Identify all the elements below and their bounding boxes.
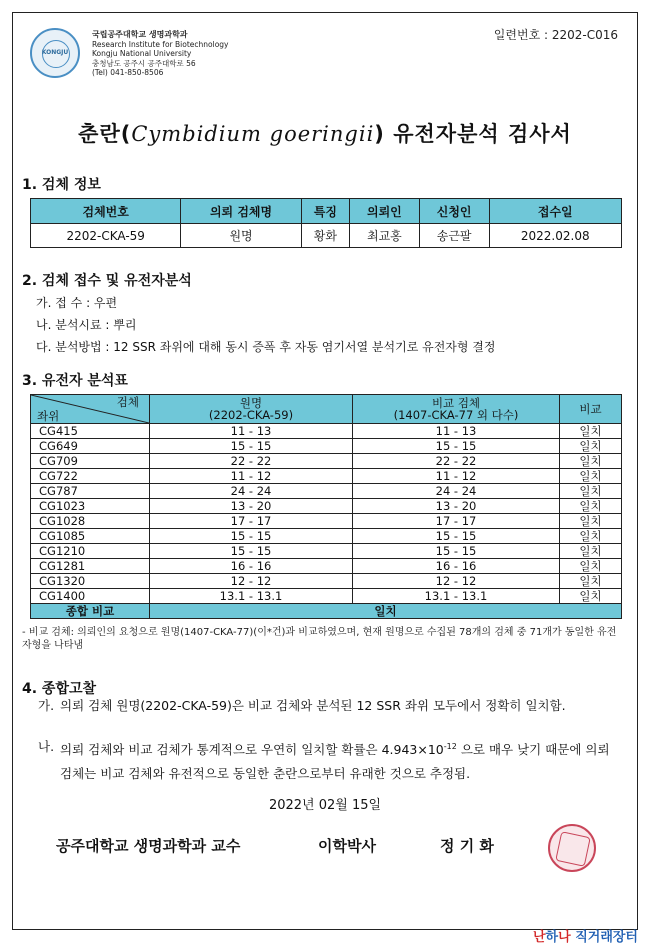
locus-cell: CG709 bbox=[31, 454, 150, 469]
section4-heading: 4. 종합고찰 bbox=[22, 681, 97, 697]
title-prefix: 춘란( bbox=[78, 122, 132, 146]
sample-genotype-cell: 17 - 17 bbox=[150, 514, 353, 529]
title-suffix: ) 유전자분석 검사서 bbox=[374, 122, 572, 146]
info-line bbox=[36, 294, 117, 311]
document-title bbox=[0, 118, 650, 148]
table-row bbox=[31, 454, 622, 469]
watermark-part: 하 bbox=[545, 930, 559, 945]
reference-genotype-cell: 12 - 12 bbox=[353, 574, 560, 589]
column-header-compare: 비교 bbox=[560, 395, 622, 424]
signature-title: 이학박사 bbox=[318, 837, 376, 855]
table-row bbox=[31, 529, 622, 544]
table-cell: 송근팔 bbox=[419, 224, 489, 248]
section2-heading: 2. 검체 접수 및 유전자분석 bbox=[22, 273, 192, 289]
header-line: 비교 검체 bbox=[431, 396, 481, 410]
table-row bbox=[31, 544, 622, 559]
compare-cell: 일치 bbox=[560, 439, 622, 454]
reference-genotype-cell: 15 - 15 bbox=[353, 439, 560, 454]
institution-address: 충청남도 공주시 공주대학로 56 bbox=[92, 58, 196, 68]
column-header: 의뢰 검체명 bbox=[181, 199, 301, 224]
column-header: 검체번호 bbox=[31, 199, 181, 224]
sample-genotype-cell: 12 - 12 bbox=[150, 574, 353, 589]
table-note: - 비교 검체: 의뢰인의 요청으로 원명(1407-CKA-77)(이*건)과 비교하였으며, 현재 원명으로 수집된 78개의 검체 중 71개가 동일한 유전자형을 나타냄 bbox=[22, 627, 617, 651]
table-row bbox=[31, 559, 622, 574]
compare-cell: 일치 bbox=[560, 514, 622, 529]
sample-genotype-cell: 11 - 12 bbox=[150, 469, 353, 484]
table-header-row bbox=[31, 395, 622, 424]
header-line: (1407-CKA-77 외 다수) bbox=[393, 408, 519, 422]
compare-cell: 일치 bbox=[560, 544, 622, 559]
institution-name-en: Research Institute for Biotechnology bbox=[92, 39, 229, 49]
conclusion-key: 나. bbox=[38, 739, 55, 754]
institution-name-kr: 국립공주대학교 생명과학과 bbox=[92, 30, 188, 39]
compare-cell: 일치 bbox=[560, 529, 622, 544]
reference-genotype-cell: 24 - 24 bbox=[353, 484, 560, 499]
compare-cell: 일치 bbox=[560, 469, 622, 484]
locus-cell: CG1210 bbox=[31, 544, 150, 559]
conclusion-text bbox=[60, 735, 624, 786]
compare-cell: 일치 bbox=[560, 499, 622, 514]
locus-cell: CG1023 bbox=[31, 499, 150, 514]
info-line bbox=[36, 338, 495, 355]
table-row bbox=[31, 589, 622, 604]
watermark-part: 난 bbox=[532, 930, 546, 945]
locus-cell: CG649 bbox=[31, 439, 150, 454]
summary-label: 종합 비교 bbox=[31, 604, 150, 619]
info-value: : 우편 bbox=[86, 296, 118, 310]
column-header: 특징 bbox=[301, 199, 349, 224]
info-key: 다. 분석방법 bbox=[36, 340, 102, 354]
info-key: 나. 분석시료 bbox=[36, 318, 102, 332]
locus-cell: CG1400 bbox=[31, 589, 150, 604]
table-row bbox=[31, 439, 622, 454]
table-row bbox=[31, 424, 622, 439]
official-seal bbox=[548, 824, 596, 872]
conclusion-text-part: 의뢰 검체와 비교 검체가 통계적으로 우연히 일치할 확률은 4.943×10 bbox=[60, 742, 444, 758]
column-header-reference bbox=[353, 395, 560, 424]
signature-name: 정 기 화 bbox=[440, 837, 494, 855]
locus-cell: CG722 bbox=[31, 469, 150, 484]
reference-genotype-cell: 11 - 13 bbox=[353, 424, 560, 439]
signature-affiliation: 공주대학교 생명과학과 교수 bbox=[56, 837, 241, 855]
sample-genotype-cell: 13 - 20 bbox=[150, 499, 353, 514]
locus-cell: CG787 bbox=[31, 484, 150, 499]
table-header-row bbox=[31, 199, 622, 224]
genotype-table bbox=[30, 394, 622, 619]
logo-text: KONGJU bbox=[41, 49, 69, 56]
reference-genotype-cell: 22 - 22 bbox=[353, 454, 560, 469]
sample-genotype-cell: 16 - 16 bbox=[150, 559, 353, 574]
sample-genotype-cell: 13.1 - 13.1 bbox=[150, 589, 353, 604]
compare-cell: 일치 bbox=[560, 589, 622, 604]
compare-cell: 일치 bbox=[560, 574, 622, 589]
conclusion-key: 가. bbox=[38, 698, 55, 713]
conclusion-text-part: 으로 매우 낮기 때문에 의뢰 검체는 비교 검체와 유전적으로 동일한 춘란으로부터 유래한 것으로 추정됨. bbox=[60, 742, 610, 782]
locus-cell: CG1281 bbox=[31, 559, 150, 574]
compare-cell: 일치 bbox=[560, 454, 622, 469]
info-value: : 뿌리 bbox=[105, 318, 137, 332]
institution-phone: (Tel) 041-850-8506 bbox=[92, 68, 164, 77]
corner-top-label: 검체 bbox=[116, 395, 139, 409]
sample-genotype-cell: 15 - 15 bbox=[150, 529, 353, 544]
reference-genotype-cell: 11 - 12 bbox=[353, 469, 560, 484]
title-species: Cymbidium goeringii bbox=[131, 122, 375, 146]
conclusion-text: 의뢰 검체 원명(2202-CKA-59)은 비교 검체와 분석된 12 SSR 좌위 모두에서 정확히 일치함. bbox=[60, 698, 566, 713]
compare-cell: 일치 bbox=[560, 484, 622, 499]
conclusion-item bbox=[38, 735, 624, 786]
section1-heading: 1. 검체 정보 bbox=[22, 177, 101, 193]
table-row bbox=[31, 469, 622, 484]
info-key: 가. 접 수 bbox=[36, 296, 83, 310]
seal-mark bbox=[555, 831, 591, 867]
sample-genotype-cell: 15 - 15 bbox=[150, 544, 353, 559]
watermark bbox=[533, 926, 638, 945]
table-cell: 최교홍 bbox=[350, 224, 420, 248]
sample-info-table bbox=[30, 198, 622, 248]
conclusion-item bbox=[38, 694, 624, 718]
table-cell: 2202-CKA-59 bbox=[31, 224, 181, 248]
column-header: 신청인 bbox=[419, 199, 489, 224]
university-logo bbox=[30, 28, 80, 78]
section3-heading: 3. 유전자 분석표 bbox=[22, 373, 128, 389]
reference-genotype-cell: 15 - 15 bbox=[353, 544, 560, 559]
serial-number: 일련번호 : 2202-C016 bbox=[493, 28, 618, 42]
column-header: 접수일 bbox=[489, 199, 621, 224]
sample-genotype-cell: 22 - 22 bbox=[150, 454, 353, 469]
compare-cell: 일치 bbox=[560, 424, 622, 439]
column-header-sample bbox=[150, 395, 353, 424]
reference-genotype-cell: 17 - 17 bbox=[353, 514, 560, 529]
reference-genotype-cell: 15 - 15 bbox=[353, 529, 560, 544]
sample-genotype-cell: 15 - 15 bbox=[150, 439, 353, 454]
sample-genotype-cell: 24 - 24 bbox=[150, 484, 353, 499]
info-value: : 12 SSR 좌위에 대해 동시 증폭 후 자동 염기서열 분석기로 유전자형 결정 bbox=[105, 340, 496, 354]
header-line: 원명 bbox=[239, 396, 263, 410]
watermark-part: 나 bbox=[558, 930, 571, 945]
watermark-part: 직거래장터 bbox=[570, 930, 638, 945]
summary-row bbox=[31, 604, 622, 619]
summary-value: 일치 bbox=[150, 604, 622, 619]
institution-block bbox=[92, 30, 228, 78]
column-header: 의뢰인 bbox=[350, 199, 420, 224]
reference-genotype-cell: 16 - 16 bbox=[353, 559, 560, 574]
table-row bbox=[31, 499, 622, 514]
university-name-en: Kongju National University bbox=[92, 49, 192, 58]
corner-bottom-label: 좌위 bbox=[37, 409, 60, 423]
exponent: -12 bbox=[443, 742, 457, 751]
header-line: (2202-CKA-59) bbox=[208, 408, 294, 422]
locus-cell: CG1320 bbox=[31, 574, 150, 589]
reference-genotype-cell: 13 - 20 bbox=[353, 499, 560, 514]
locus-cell: CG1028 bbox=[31, 514, 150, 529]
table-cell: 황화 bbox=[301, 224, 349, 248]
info-line bbox=[36, 316, 136, 333]
issue-date: 2022년 02월 15일 bbox=[268, 798, 382, 813]
table-row bbox=[31, 574, 622, 589]
locus-cell: CG1085 bbox=[31, 529, 150, 544]
genotype-rows bbox=[31, 424, 622, 604]
locus-cell: CG415 bbox=[31, 424, 150, 439]
table-row bbox=[31, 224, 622, 248]
compare-cell: 일치 bbox=[560, 559, 622, 574]
corner-header bbox=[31, 395, 150, 424]
table-cell: 원명 bbox=[181, 224, 301, 248]
table-row bbox=[31, 514, 622, 529]
table-row bbox=[31, 484, 622, 499]
sample-genotype-cell: 11 - 13 bbox=[150, 424, 353, 439]
table-cell: 2022.02.08 bbox=[489, 224, 621, 248]
reference-genotype-cell: 13.1 - 13.1 bbox=[353, 589, 560, 604]
